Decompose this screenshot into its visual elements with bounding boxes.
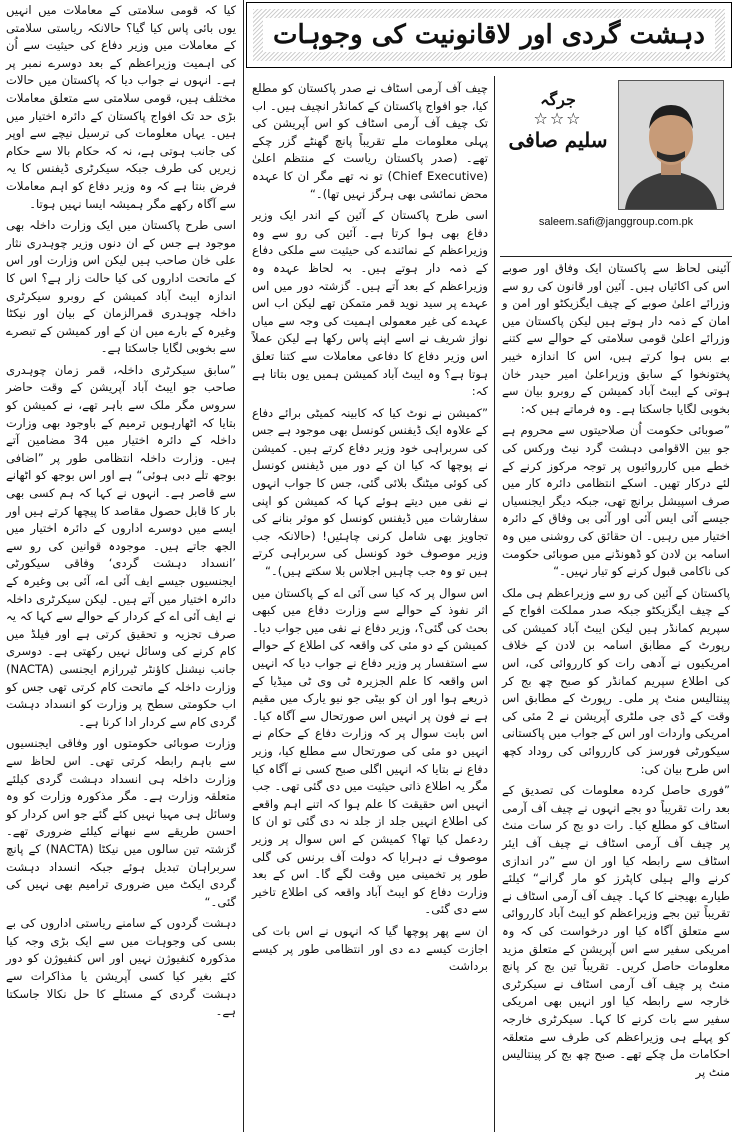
byline-divider [500, 256, 732, 257]
paragraph: ”فوری حاصل کردہ معلومات کی تصدیق کے بعد رات تقریباً دو بجے انہوں نے چیف آف آرمی اسٹاف کو مطلع کیا۔ رات دو بج کر سات منٹ پر چیف آف آرمی اسٹاف نے چیف آف ایئر اسٹاف سے رابطہ کیا اور ان سے ”در اندازی کرنے والے ہیلی کاپٹرز کو مار گرانے“ کیلئے طیارے بھیجنے کا کہا۔ چیف آف آرمی اسٹاف نے تقریباً تین بجے وزیراعظم کو ایبٹ آباد کارروائی سے متعلق آگاہ کیا اور درخواست کی کہ وہ امریکی سفیر سے اس آپریشن کے متعلق مزید معلومات حاصل کریں۔ تقریباً تین بج کر پانچ منٹ پر چیف آف آرمی اسٹاف نے سیکرٹری خارجہ سے رابطہ کیا اور انہیں بھی امریکی سفیر سے بات کرنے کا کہا۔ سیکرٹری خارجہ کو پہلے ہی وزیراعظم کی طرف سے متعلقہ احکامات مل چکے تھے۔ صبح چھ بج کر پینتالیس منٹ پر [502, 783, 730, 1079]
author-byline [500, 76, 732, 254]
paragraph: ”سابق سیکرٹری داخلہ، قمر زمان چوہدری صاحب جو ایبٹ آباد آپریشن کے وقت حاضر سروس مگر ملک سے باہر تھے، نے کمیشن کو بتایا کہ اٹھارہویں ترمیم کے باوجود بھی وزارت داخلہ کے دائرہ اختیار میں 34 مضامین آتے ہیں۔ وزارت داخلہ انتظامی طور پر ”اضافی بوجھ تلے دبی ہوئی“ ہے اور اس بوجھ کو اٹھانے سے قاصر ہے۔ انہوں نے کہا کہ ہم کسی بھی بار کا قابل حصول مقاصد کا پیچھا کرتے ہیں اور ایسے میں دوسرے اداروں کے دائرہ اختیار میں الجھ جاتے ہیں۔ موجودہ قوانین کی رو سے ’انسداد دہشت گردی‘ وفاقی سیکورٹی ایجنسیوں جیسے ایف آئی اے، آئی بی وغیرہ کے دائرہ اختیار میں آتے ہیں۔ لیکن سیکرٹری داخلہ نے ایف آئی اے کے کردار کے حوالے سے کہا کہ یہ صرف تجزیہ و تحقیق کرتی ہے اور فیلڈ میں کام کرنے کی وسائل نہیں رکھتی ہے۔ دوسری جانب نیشنل کاؤنٹر ٹیررازم ایجنسی (NACTA) وزارت داخلہ کے ماتحت کام کرتی تھی جس کو اب حکومتی سطح پر وزارت کو انسداد دہشت گردی کام سے کردار ادا کرنا ہے۔ [6, 362, 236, 729]
paragraph: اسی طرح پاکستان کے آئین کے اندر ایک وزیر دفاع بھی ہوا کرتا ہے۔ آئین کی رو سے وہ وزیراعظم کے نمائندے کی حیثیت سے ملکی دفاع کے ذمہ دار ہوتے ہیں۔ بہ لحاظ عہدہ وہ وزیراعظم کے بعد آتے ہیں۔ گزشتہ دور میں اس عہدے پر سید نوید قمر متمکن تھے لیکن اب اس عہدے کی غیر معمولی اہمیت کی وجہ سے میاں نواز شریف نے اسے اپنے پاس رکھا ہے لیکن عملاً اس وزیر دفاع کا دفاعی معاملات سے کتنا تعلق ہوتا ہے؟ وہ ایبٹ آباد کمیشن ہمیں یوں بتاتا ہے کہ: [252, 208, 488, 399]
paragraph: پاکستان کے آئین کی رو سے وزیراعظم ہی ملک کے چیف ایگزیکٹو جبکہ صدر مملکت افواج کے سپریم کمانڈر ہیں لیکن ایبٹ آباد کمیشن کی رپورٹ کے مطابق اسامہ بن لادن کے خلاف امریکیوں نے آدھی رات کو کارروائی کی، اس کی اطلاع سپریم کمانڈر کو صبح چھ بج کر پینتالیس منٹ پر ملی۔ رپورٹ کے مطابق اس وقت کے ڈی جی ملٹری آپریشن نے 2 مئی کی امریکی واردات اور اس کے جواب میں پاکستانی سیکورٹی فورسز کی کارروائی کی روداد کچھ اس طرح بیان کی: [502, 585, 730, 776]
paragraph: وزارت صوبائی حکومتوں اور وفاقی ایجنسیوں سے باہم رابطہ کرتی تھی۔ اس لحاظ سے وزارت داخلہ ہی انسداد دہشت گردی کیلئے متعلقہ وزارت ہے۔ مگر مذکورہ وزارت کو وہ وسائل ہی مہیا نہیں کئے گئے جو اس کردار کو احسن طریقے سے نبھانے کیلئے ضروری تھے۔ گزشتہ تین سالوں میں نیکٹا (NACTA) کے پانچ سربراہان تبدیل ہوئے جبکہ انسداد دہشت گردی ایکٹ میں ضروری ترامیم بھی نہیں کی گئی۔“ [6, 736, 236, 909]
author-name: سلیم صافی [508, 128, 608, 152]
article-column-left [4, 0, 238, 1132]
paragraph: ان سے پھر پوچھا گیا کہ انہوں نے اس بات کی اجازت کیسے دے دی اور انتظامی طور پر کیسے برداشت [252, 923, 488, 974]
column-name: جرگہ [540, 90, 576, 109]
headline-banner [246, 2, 732, 68]
star-icons: ☆☆☆ [533, 109, 583, 128]
paragraph: چیف آف آرمی اسٹاف نے صدر پاکستان کو مطلع کیا، جو افواج پاکستان کے کمانڈر انچیف ہیں۔ اب تک چیف آف آرمی اسٹاف کو اس آپریشن کی پہلی معلومات ملے تقریباً پانچ گھنٹے گزر چکے تھے۔ (صدر پاکستان ریاست کے منتظم اعلیٰ (Chief Executive) تو نہ تھے مگر ان کا عہدہ محض نمائشی بھی ہرگز نہیں تھا)۔“ [252, 81, 488, 201]
headline: دہشت گردی اور لاقانونیت کی وجوہات [263, 18, 715, 52]
paragraph: کیا کہ قومی سلامتی کے معاملات میں انہیں یوں بائی پاس کیا گیا؟ حالانکہ ریاستی سلامتی کے معاملات میں وزیر دفاع کی حیثیت سے اُن کی اہمیت وزیراعظم کے بعد دوسرے نمبر پر ہے۔ انہوں نے جواب دیا کہ پاکستان میں حالات مختلف ہیں، قومی سلامتی سے متعلق معاملات بڑی حد تک افواج پاکستان کے دائرہ اختیار میں ہیں۔ یہاں معلومات کی ترسیل نیچے سے اوپر کی جانب ہوتی ہے، نہ کہ حکام بالا سے حکام زیریں کی طرف جبکہ سیکرٹری ڈیفنس کا یہ فرض بنتا ہے کہ وہ وزیر دفاع کو اہم معاملات سے آگاہ رکھے مگر ہمیشہ ایسا نہیں ہوتا۔ [6, 3, 236, 211]
headline-pattern [253, 9, 725, 61]
paragraph: دہشت گردوں کے سامنے ریاستی اداروں کی بے بسی کی وجوہات میں سے ایک بڑی وجہ کیا مذکورہ کنفیوژن نہیں اور اس کنفیوژن کو دور کئے بغیر کیا کسی آپریشن یا مذاکرات سے دہشت گردی کے مسئلے کا حل نکالا جاسکتا ہے۔ [6, 916, 236, 1019]
paragraph: آئینی لحاظ سے پاکستان ایک وفاق اور صوبے اس کی اکائیاں ہیں۔ آئین اور قانون کی رو سے وزرائے اعلیٰ صوبے کے چیف ایگزیکٹو اور امن و امان کے ذمہ دار ہوتے ہیں لیکن پاکستان میں وزرائے اعلیٰ قومی سلامتی کے حوالے سے کتنے بے بس ہوا کرتے ہیں، اس کا اندازہ خیبر پختونخوا کے سابق وزیراعلیٰ امیر حیدر خان ہوتی کے ایبٹ آباد کمیشن کے روبرو بیان سے بخوبی لگایا جاسکتا ہے۔ وہ فرماتے ہیں کہ: [502, 261, 730, 416]
author-photo [618, 80, 724, 210]
article-column-middle [250, 78, 490, 1132]
article-column-right [500, 258, 732, 1132]
column-divider [494, 76, 495, 1132]
author-email: saleem.safi@janggroup.com.pk [538, 216, 694, 228]
paragraph: ”صوبائی حکومت اُن صلاحیتوں سے محروم ہے جو بین الاقوامی دہشت گرد نیٹ ورکس کی خطے میں کارروائیوں پر توجہ مرکوز کرنے کے لئے درکار تھیں۔ اسکے انتظامی دائرہ کار میں صرف اسپیشل برانچ تھی، جبکہ دیگر ایجنسیاں جیسے آئی ایس آئی اور آئی بی وفاق کے دائرہ اختیار میں رہیں۔ ان حقائق کی روشنی میں وہ اسامہ بن لادن کو ڈھونڈنے میں صوبائی حکومت کی ناکامی قبول کرنے کو تیار نہیں۔“ [502, 423, 730, 579]
paragraph: ”کمیشن نے نوٹ کیا کہ کابینہ کمیٹی برائے دفاع کے علاوہ ایک ڈیفنس کونسل بھی موجود ہے جس کی سربراہی خود وزیر دفاع کرتے ہیں۔ کمیشن نے پوچھا کہ کیا ان کے دور میں ڈیفنس کونسل کی کوئی میٹنگ بلائی گئی، جس کا جواب انہوں نے نفی میں دیتے ہوئے کہا کہ کمیشن کو اپنی سفارشات میں ڈیفنس کونسل کو موثر بنانے کی تجاویز بھی شامل کرنی چاہئیں! (حالانکہ جب وزیر موصوف خود کونسل کی سربراہی کرتے ہیں تو وہ جب چاہیں اجلاس بلا سکتے ہیں)۔“ [252, 405, 488, 579]
paragraph: اس سوال پر کہ کیا سی آئی اے کے پاکستان میں اثر نفوذ کے حوالے سے وزارت دفاع میں کبھی بحث کی گئی؟، وزیر دفاع نے نفی میں جواب دیا۔ کمیشن کے دو مئی کی واقعہ کی اطلاع کے حوالے سے استفسار پر وزیر دفاع نے جواب دیا کہ انہیں اس واقعہ کا علم الجزیرہ ٹی وی ٹی میڈیا کے ذریعے ہوا اور ان کو بیٹی جو نیو یارک میں مقیم ہے نے فون پر انہیں اس صورتحال سے آگاہ کیا۔ اس بابت سوال پر کہ وزارت دفاع کے حکام نے انہیں دو مئی کی صورتحال سے مطلع کیا، وزیر دفاع نے بتایا کہ انہیں اگلی صبح کسی نے آگاہ کیا مگر یہ اطلاع ذاتی حیثیت میں دی گئی تھی۔ جب انہیں اس حقیقت کا علم ہوا کہ اتنے اہم واقعے کی اطلاع انہیں جلد از جلد نہ دی گئی تو ان کا ردعمل کیا تھا؟ کمیشن کے اس سوال پر وزیر موصوف نے دہرایا کہ دولت آف برنس کی گلی طور پر تخمینی میں وقت لگے گا۔ اس کے بعد وزارت دفاع کو ایبٹ آباد واقعہ کی اطلاع تاخیر سے دی گئی۔ [252, 585, 488, 917]
column-divider [243, 0, 244, 1132]
paragraph: اسی طرح پاکستان میں ایک وزارت داخلہ بھی موجود ہے جس کے ان دنوں وزیر چوہدری نثار علی خان صاحب ہیں لیکن اس وزارت اور اس کے ماتحت اداروں کی کیا حالت زار ہے؟ اس کا اندازہ ایبٹ آباد کمیشن کے روبرو سیکرٹری داخلہ چوہدری قمرالزمان کے بیان اور نیکٹا وغیرہ کے بارے میں ان کے اور کمیشن کے تبصرے سے بخوبی لگایا جاسکتا ہے۔ [6, 218, 236, 356]
